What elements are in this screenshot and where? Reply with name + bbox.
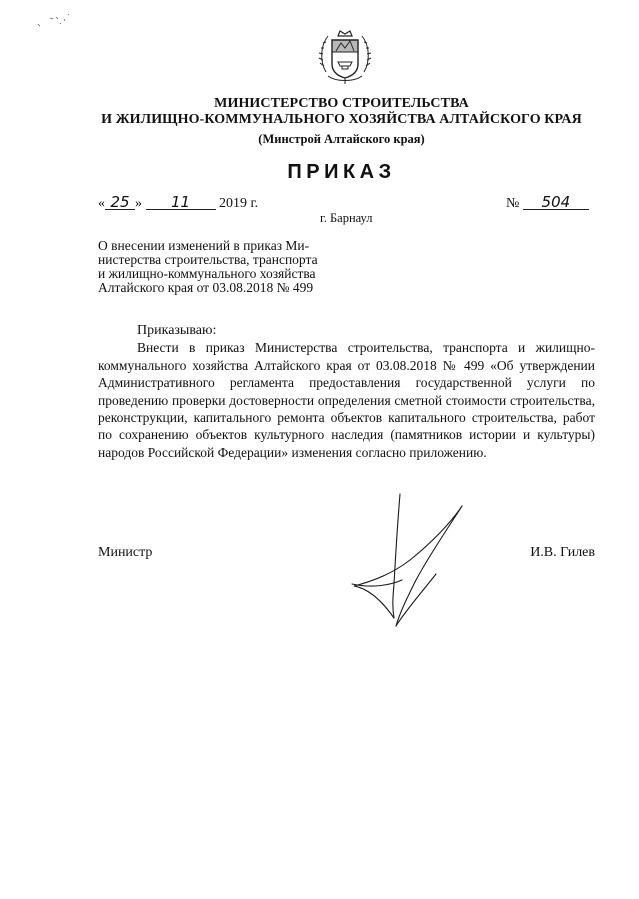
org-name-line-2: И ЖИЛИЩНО-КОММУНАЛЬНОГО ХОЗЯЙСТВА АЛТАЙСКОГО КРАЯ [101,112,582,127]
handwritten-signature [340,488,480,634]
date-day: 25 [105,195,135,210]
document-number [506,195,589,212]
date-open-quote: « [98,196,105,211]
body-paragraph: Внести в приказ Министерства строительства, транспорта и жилищно-коммунального хозяйства Алтайского края от 03.08.2018 № 499 «Об утверждении Административного регламента предоставления государственной услуги по проведению проверки достоверности определения сметной стоимости строительства, реконструкции, капитального ремонта объектов капитального строительства, работ по сохранению объектов культурного наследия (памятников истории и культуры) народов Российской Федерации» изменения согласно приложению. [98,340,595,460]
date-year: 2019 г. [219,196,259,211]
subject-line: и жилищно-коммунального хозяйства [98,266,316,281]
date-close-quote: » [135,196,142,211]
date-month: 11 [146,195,216,210]
number-label: № [506,196,520,211]
document-subject [98,239,348,295]
org-name-line-1: МИНИСТЕРСТВО СТРОИТЕЛЬСТВА [214,96,469,111]
subject-line: Алтайского края от 03.08.2018 № 499 [98,280,314,295]
document-date [98,195,258,212]
signatory-name: И.В. Гилев [530,545,595,560]
org-short-name: (Минстрой Алтайского края) [258,132,425,146]
document-body [98,322,595,461]
signatory-role: Министр [98,545,153,560]
scan-marks [20,8,80,38]
city-name: г. Барнаул [320,211,373,225]
subject-line: О внесении изменений в приказ Ми- [98,238,310,253]
subject-line: нистерства строительства, транспорта [98,252,318,267]
number-value: 504 [523,195,589,210]
document-type-title: ПРИКАЗ [287,161,396,183]
orders-word: Приказываю: [137,323,217,338]
coat-of-arms-emblem [316,22,374,92]
